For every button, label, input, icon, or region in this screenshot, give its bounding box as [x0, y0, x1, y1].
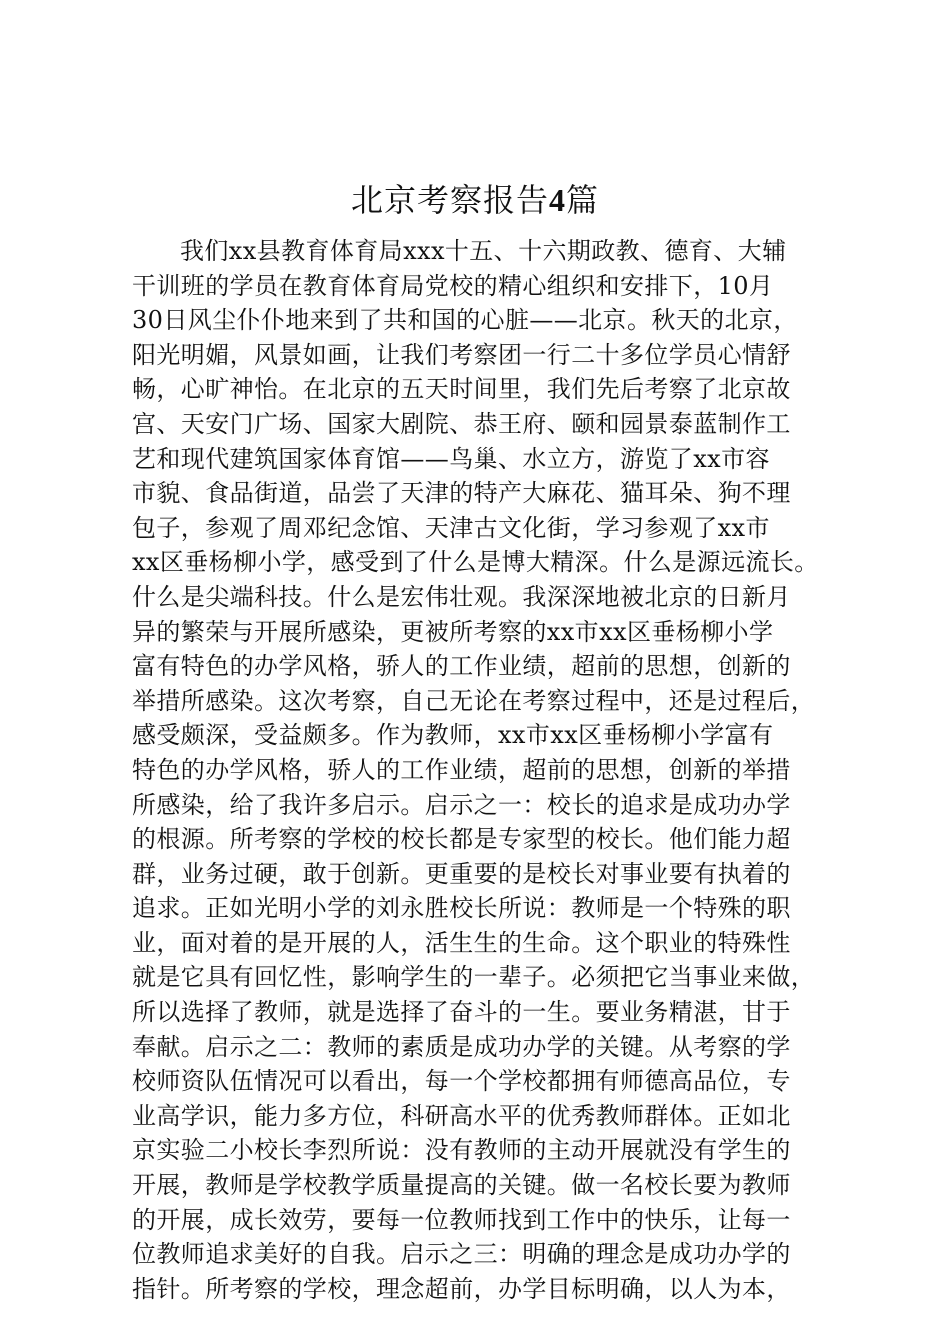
text-line: 业高学识，能力多方位，科研高水平的优秀教师群体。正如北	[132, 1101, 791, 1130]
text-line: 阳光明媚，风景如画，让我们考察团一行二十多位学员心情舒	[132, 340, 791, 369]
text-line: 干训班的学员在教育体育局党校的精心组织和安排下，10月	[132, 271, 774, 300]
text-line: 群，业务过硬，敢于创新。更重要的是校长对事业要有执着的	[132, 859, 791, 888]
text-line: 宫、天安门广场、国家大剧院、恭王府、颐和园景泰蓝制作工	[132, 409, 791, 438]
text-line: 追求。正如光明小学的刘永胜校长所说：教师是一个特殊的职	[132, 894, 791, 923]
text-line: 艺和现代建筑国家体育馆——鸟巢、水立方，游览了xx市容	[132, 444, 770, 473]
text-line: 京实验二小校长李烈所说：没有教师的主动开展就没有学生的	[132, 1136, 791, 1165]
body-paragraph	[132, 234, 837, 1306]
text-line: 所以选择了教师，就是选择了奋斗的一生。要业务精湛，甘于	[132, 998, 791, 1027]
title-suffix: 篇	[566, 181, 600, 219]
text-line: 的根源。所考察的学校的校长都是专家型的校长。他们能力超	[132, 825, 791, 854]
title-number: 4	[549, 182, 566, 218]
text-line: 奉献。启示之二：教师的素质是成功办学的关键。从考察的学	[132, 1032, 791, 1061]
text-line: 的开展，成长效劳，要每一位教师找到工作中的快乐，让每一	[132, 1205, 791, 1234]
text-line: 位教师追求美好的自我。启示之三：明确的理念是成功办学的	[132, 1240, 791, 1269]
text-line: 什么是尖端科技。什么是宏伟壮观。我深深地被北京的日新月	[132, 582, 791, 611]
text-line: 市貌、食品街道，品尝了天津的特产大麻花、猫耳朵、狗不理	[132, 479, 791, 508]
text-line: 校师资队伍情况可以看出，每一个学校都拥有师德高品位，专	[132, 1067, 791, 1096]
document-title	[0, 178, 950, 222]
text-line: 特色的办学风格，骄人的工作业绩，超前的思想，创新的举措	[132, 755, 791, 784]
text-line: 30日风尘仆仆地来到了共和国的心脏——北京。秋天的北京，	[132, 306, 798, 335]
text-line: 所感染，给了我许多启示。启示之一：校长的追求是成功办学	[132, 790, 791, 819]
text-line: 开展，教师是学校教学质量提高的关键。做一名校长要为教师	[132, 1171, 791, 1200]
text-line: 富有特色的办学风格，骄人的工作业绩，超前的思想，创新的	[132, 652, 791, 681]
text-line: 举措所感染。这次考察，自己无论在考察过程中，还是过程后，	[132, 686, 816, 715]
text-line: 畅，心旷神怡。在北京的五天时间里，我们先后考察了北京故	[132, 375, 791, 404]
text-line: 就是它具有回忆性，影响学生的一辈子。必须把它当事业来做，	[132, 963, 816, 992]
text-line: 业，面对着的是开展的人，活生生的生命。这个职业的特殊性	[132, 928, 791, 957]
text-line: 指针。所考察的学校，理念超前，办学目标明确，以人为本，	[132, 1274, 791, 1303]
text-line: 感受颇深，受益颇多。作为教师，xx市xx区垂杨柳小学富有	[132, 721, 774, 750]
text-line: 我们xx县教育体育局xxx十五、十六期政教、德育、大辅	[180, 237, 787, 265]
text-line: 异的繁荣与开展所感染，更被所考察的xx市xx区垂杨柳小学	[132, 617, 774, 646]
text-line: xx区垂杨柳小学，感受到了什么是博大精深。什么是源远流长。	[132, 548, 819, 577]
title-main: 北京考察报告	[350, 181, 549, 219]
text-line: 包子，参观了周邓纪念馆、天津古文化街，学习参观了xx市	[132, 513, 770, 542]
